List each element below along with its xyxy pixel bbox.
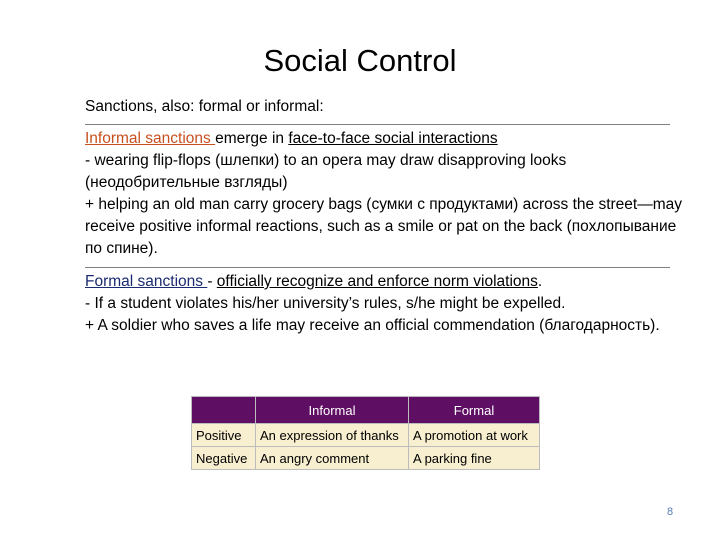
cell-informal: An angry comment <box>256 447 409 470</box>
cell-informal: An expression of thanks <box>256 424 409 447</box>
table-header-formal: Formal <box>409 397 540 424</box>
cell-formal: A parking fine <box>409 447 540 470</box>
table-header-informal: Informal <box>256 397 409 424</box>
page-number: 8 <box>667 506 674 518</box>
informal-example-negative: - wearing flip-flops (шлепки) to an opera may draw disapproving looks (неодобрительные взгляды) <box>85 152 567 191</box>
table-header-corner <box>192 397 256 424</box>
informal-term: Informal sanctions <box>85 130 216 147</box>
table-row <box>192 424 540 447</box>
informal-block <box>85 124 685 260</box>
cell-formal: A promotion at work <box>409 424 540 447</box>
formal-dash: - <box>207 273 217 290</box>
slide-title: Social Control <box>263 43 457 78</box>
sanctions-table <box>191 396 540 470</box>
table-row <box>192 447 540 470</box>
formal-block <box>85 267 685 337</box>
formal-example-negative: - If a student violates his/her university’s rules, s/he might be expelled. <box>85 295 566 312</box>
informal-emerge: emerge in <box>215 130 289 147</box>
informal-context: face-to-face social interactions <box>288 130 498 147</box>
intro-text: Sanctions, also: formal or informal: <box>85 98 324 115</box>
formal-period: . <box>537 273 543 290</box>
row-label: Positive <box>192 424 256 447</box>
row-label: Negative <box>192 447 256 470</box>
formal-definition-text: officially recognize and enforce norm violations <box>216 273 538 290</box>
formal-definition <box>85 271 685 293</box>
divider-line <box>85 267 670 268</box>
informal-definition <box>85 128 685 150</box>
informal-example-positive: + helping an old man carry grocery bags (сумки с продуктами) across the street—may receive positive informal reactions, such as a smile or pat on the back (похлопывание по спине). <box>85 196 682 257</box>
formal-term: Formal sanctions <box>85 273 208 290</box>
divider-line <box>85 124 670 125</box>
table-header-row <box>192 397 540 424</box>
formal-example-positive: + A soldier who saves a life may receive an official commendation (благодарность). <box>85 317 660 334</box>
slide-content <box>85 96 685 344</box>
